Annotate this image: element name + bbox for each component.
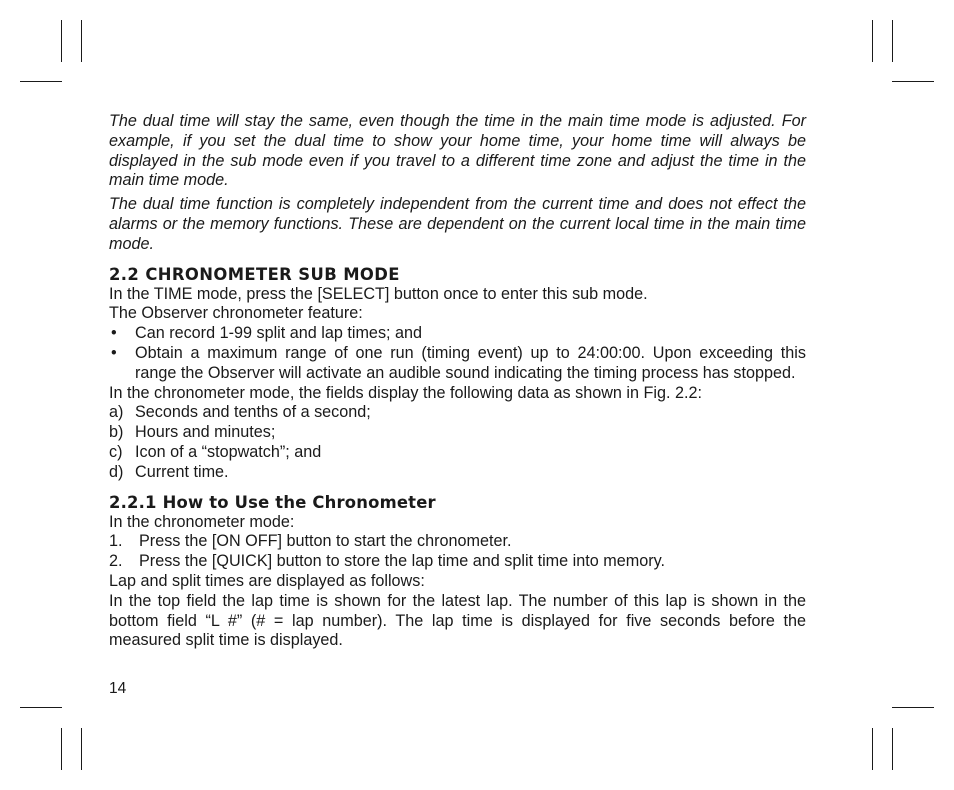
subsection-heading: 2.2.1 How to Use the Chronometer — [109, 492, 436, 512]
step-mark: 1. — [109, 532, 123, 551]
bullet-mark: • — [111, 343, 117, 362]
list-mark: d) — [109, 462, 124, 481]
bullet-item — [109, 344, 806, 384]
list-text: Seconds and tenths of a second; — [135, 403, 371, 422]
step-item — [109, 552, 806, 572]
crop-mark — [872, 728, 873, 770]
intro-paragraph: The dual time function is completely independent from the current time and does not effect the alarms or the memory functions. These are dependent on the current local time in the main time mode. — [109, 195, 806, 253]
step-text: Press the [ON OFF] button to start the chronometer. — [139, 532, 512, 551]
crop-mark — [872, 20, 873, 62]
list-text: Icon of a “stopwatch”; and — [135, 442, 322, 461]
crop-mark — [892, 707, 934, 708]
crop-mark — [61, 20, 62, 62]
crop-mark — [81, 20, 82, 62]
page-number: 14 — [109, 680, 127, 697]
list-item — [109, 463, 806, 483]
list-item — [109, 403, 806, 423]
intro-paragraph: The dual time will stay the same, even though the time in the main time mode is adjusted. For example, if you set the dual time to show your home time, your home time will always be displayed in the sub mode even if you travel to a different time zone and adjust the time in the main time mode. — [109, 112, 806, 190]
page-body — [109, 112, 806, 651]
list-text: Hours and minutes; — [135, 423, 276, 442]
list-mark: b) — [109, 423, 124, 442]
section-line: The Observer chronometer feature: — [109, 304, 363, 323]
crop-mark — [20, 707, 62, 708]
crop-mark — [81, 728, 82, 770]
section-heading: 2.2 CHRONOMETER SUB MODE — [109, 264, 400, 284]
list-text: Current time. — [135, 462, 229, 481]
step-mark: 2. — [109, 552, 123, 571]
step-item — [109, 532, 806, 552]
fields-intro: In the chronometer mode, the fields display the following data as shown in Fig. 2.2: — [109, 383, 702, 402]
bullet-text: Can record 1-99 split and lap times; and — [135, 324, 423, 343]
crop-mark — [892, 20, 893, 62]
section-line: In the TIME mode, press the [SELECT] button once to enter this sub mode. — [109, 284, 648, 303]
list-mark: c) — [109, 442, 123, 461]
list-item — [109, 443, 806, 463]
bullet-text: Obtain a maximum range of one run (timing event) up to 24:00:00. Upon exceeding this range the Observer will activate an audible sound indicating the timing process has stopped. — [135, 343, 806, 382]
final-paragraph: In the top field the lap time is shown for the latest lap. The number of this lap is shown in the bottom field “L #” (# = lap number). The lap time is displayed for five seconds before the measured split time is displayed. — [109, 591, 806, 650]
step-text: Press the [QUICK] button to store the lap time and split time into memory. — [139, 552, 666, 571]
crop-mark — [20, 81, 62, 82]
crop-mark — [892, 728, 893, 770]
list-mark: a) — [109, 403, 124, 422]
bullet-item — [109, 324, 806, 344]
crop-mark — [892, 81, 934, 82]
subsection-intro: In the chronometer mode: — [109, 512, 295, 531]
crop-mark — [61, 728, 62, 770]
subsection-after: Lap and split times are displayed as follows: — [109, 571, 425, 590]
bullet-mark: • — [111, 324, 117, 343]
list-item — [109, 423, 806, 443]
